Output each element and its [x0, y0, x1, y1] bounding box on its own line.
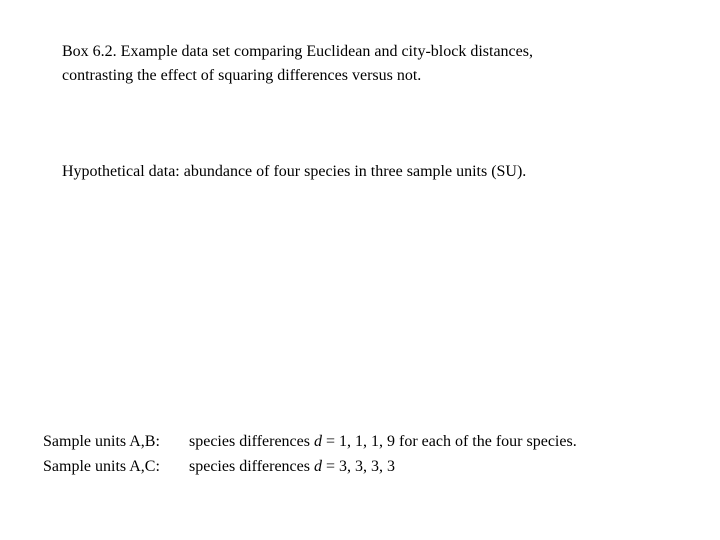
- comparison-description: [189, 429, 577, 454]
- caption-line-1: Box 6.2. Example data set comparing Euclidean and city-block distances,: [62, 43, 533, 60]
- data-description: Hypothetical data: abundance of four species in three sample units (SU).: [62, 163, 527, 180]
- comparison-label: Sample units A,B:: [43, 433, 160, 450]
- comparison-label: Sample units A,C:: [43, 458, 160, 475]
- description-prefix: species differences: [189, 458, 314, 475]
- caption-line-2: contrasting the effect of squaring differences versus not.: [62, 67, 422, 84]
- comparison-description: [189, 454, 395, 479]
- description-values: = 1, 1, 1, 9 for each of the four species.: [321, 433, 577, 450]
- comparison-row-ab: [43, 429, 577, 454]
- comparison-row-ac: [43, 454, 577, 479]
- variable-d: d: [313, 458, 322, 475]
- description-prefix: species differences: [189, 433, 314, 450]
- box-caption: [62, 40, 682, 88]
- comparison-list: [43, 429, 577, 479]
- variable-d: d: [313, 433, 322, 450]
- description-values: = 3, 3, 3, 3: [321, 458, 396, 475]
